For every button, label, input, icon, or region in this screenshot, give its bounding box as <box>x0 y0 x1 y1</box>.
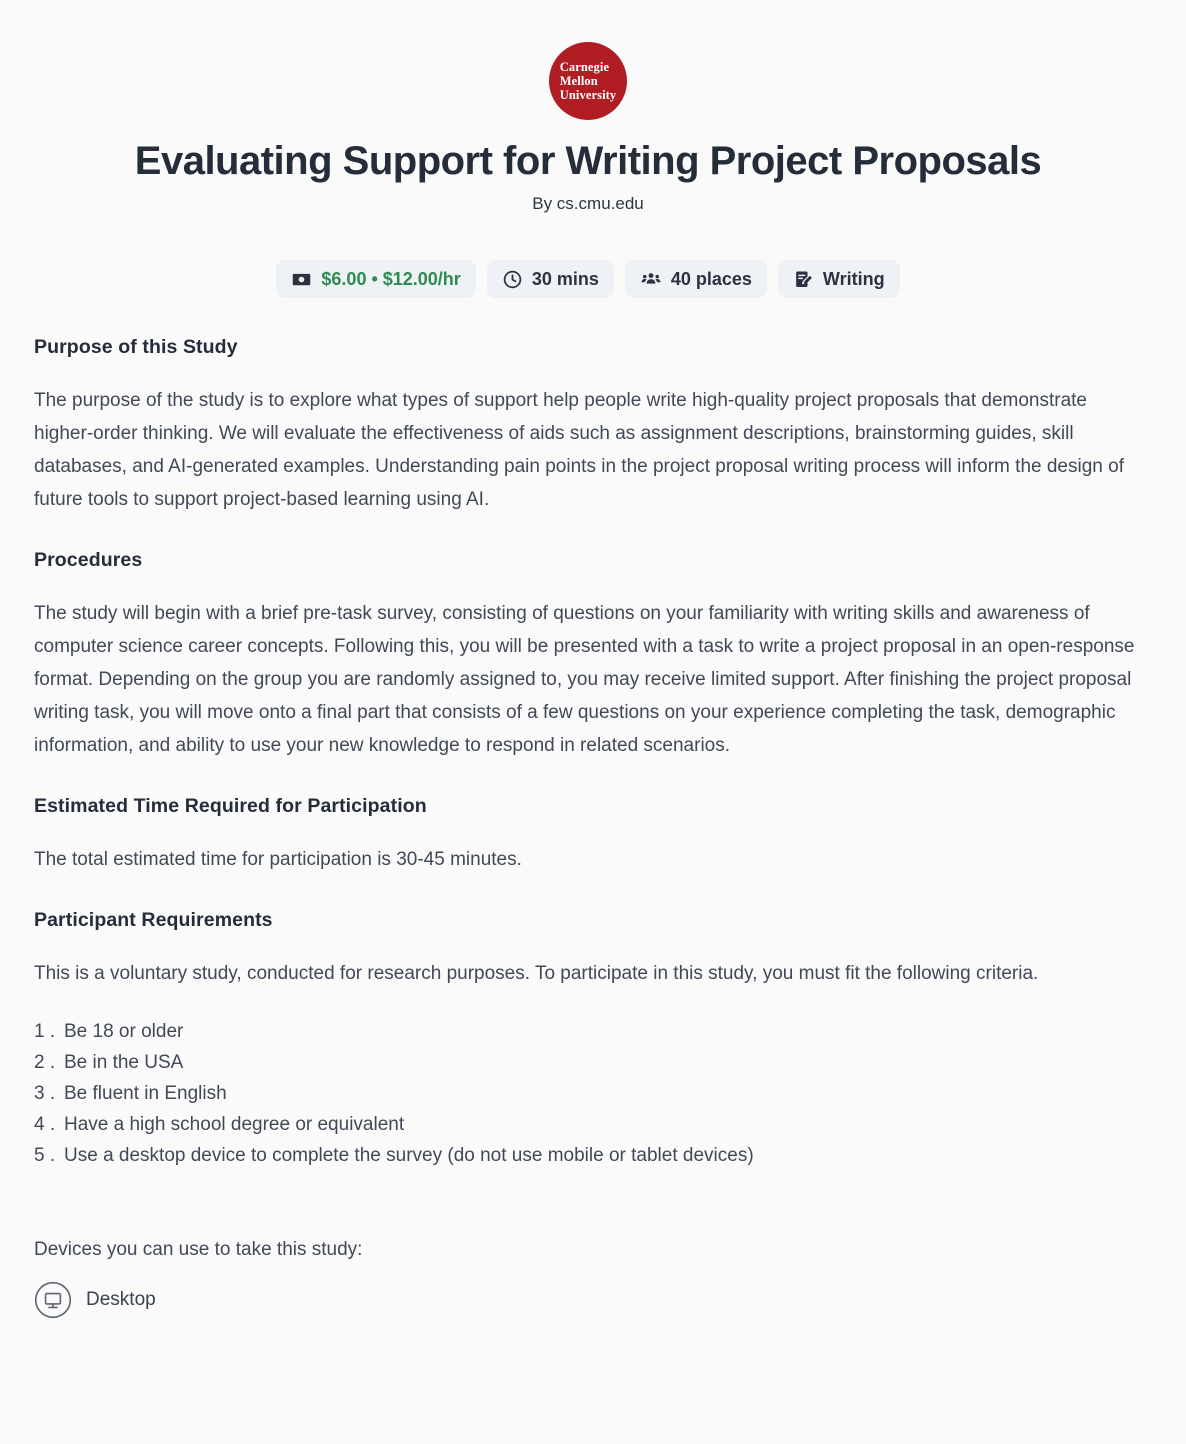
devices-label: Devices you can use to take this study: <box>34 1239 363 1260</box>
clock-icon <box>502 269 523 290</box>
places-badge-label: 40 places <box>670 268 752 289</box>
requirement-text: Be 18 or older <box>64 1021 184 1042</box>
requirement-number: 3 . <box>34 1083 56 1104</box>
section-heading: Estimated Time Required for Participation <box>34 795 427 817</box>
device-label: Desktop <box>86 1289 156 1310</box>
requirement-number: 4 . <box>34 1114 56 1135</box>
section-heading: Procedures <box>34 549 143 571</box>
requirement-text: Have a high school degree or equivalent <box>64 1114 405 1135</box>
section-body: The total estimated time for participation is 30-45 minutes. <box>34 849 522 870</box>
requirement-number: 5 . <box>34 1145 56 1166</box>
requirement-text: Use a desktop device to complete the survey (do not use mobile or tablet devices) <box>64 1145 754 1166</box>
section-body: The purpose of the study is to explore what types of support help people write high-quality project proposals that demonstrate higher-order thinking. We will evaluate the effectiveness of aids such as assignment descriptions, brainstorming guides, skill databases, and AI-generated examples. Understanding pain points in the project proposal writing process will inform the design of future tools to support project-based learning using AI. <box>34 390 1124 510</box>
requirement-item <box>34 1016 1142 1047</box>
requirement-item <box>34 1047 1142 1078</box>
section-body: This is a voluntary study, conducted for research purposes. To participate in this study, you must fit the following criteria. <box>34 963 1039 984</box>
requirement-number: 1 . <box>34 1021 56 1042</box>
section-purpose <box>34 336 1142 516</box>
money-icon <box>291 269 312 290</box>
duration-badge <box>487 260 614 298</box>
section-heading: Participant Requirements <box>34 909 273 931</box>
requirement-item <box>34 1109 1142 1140</box>
requirement-item <box>34 1140 1142 1171</box>
section-heading: Purpose of this Study <box>34 336 238 358</box>
requirements-list <box>34 1016 1142 1171</box>
places-badge <box>625 260 767 298</box>
reward-badge <box>276 260 475 298</box>
device-item-desktop <box>34 1281 1142 1319</box>
reward-badge-label: $6.00 • $12.00/hr <box>321 268 461 289</box>
devices-section <box>34 1239 1142 1319</box>
page-title: Evaluating Support for Writing Project Proposals <box>134 139 1042 183</box>
requirement-number: 2 . <box>34 1052 56 1073</box>
category-badge <box>778 260 900 298</box>
desktop-icon <box>34 1281 72 1319</box>
study-description <box>34 336 1142 1319</box>
duration-badge-label: 30 mins <box>531 268 599 289</box>
badge-row <box>34 260 1142 298</box>
cmu-logo <box>549 42 627 120</box>
writing-icon <box>793 269 814 290</box>
section-participant-requirements <box>34 909 1142 990</box>
requirement-text: Be fluent in English <box>64 1083 227 1104</box>
section-estimated-time <box>34 795 1142 876</box>
cmu-logo-text: Carnegie Mellon University <box>559 60 617 102</box>
section-procedures <box>34 549 1142 762</box>
study-header <box>34 42 1142 298</box>
requirement-text: Be in the USA <box>64 1052 184 1073</box>
category-badge-label: Writing <box>822 268 885 289</box>
people-icon <box>640 268 662 290</box>
study-author: By cs.cmu.edu <box>532 194 644 213</box>
requirement-item <box>34 1078 1142 1109</box>
section-body: The study will begin with a brief pre-task survey, consisting of questions on your familiarity with writing skills and awareness of computer science career concepts. Following this, you will be presented with a task to write a project proposal in an open-response format. Depending on the group you are randomly assigned to, you may receive limited support. After finishing the project proposal writing task, you will move onto a final part that consists of a few questions on your experience completing the task, demographic information, and ability to use your new knowledge to respond in related scenarios. <box>34 603 1135 756</box>
